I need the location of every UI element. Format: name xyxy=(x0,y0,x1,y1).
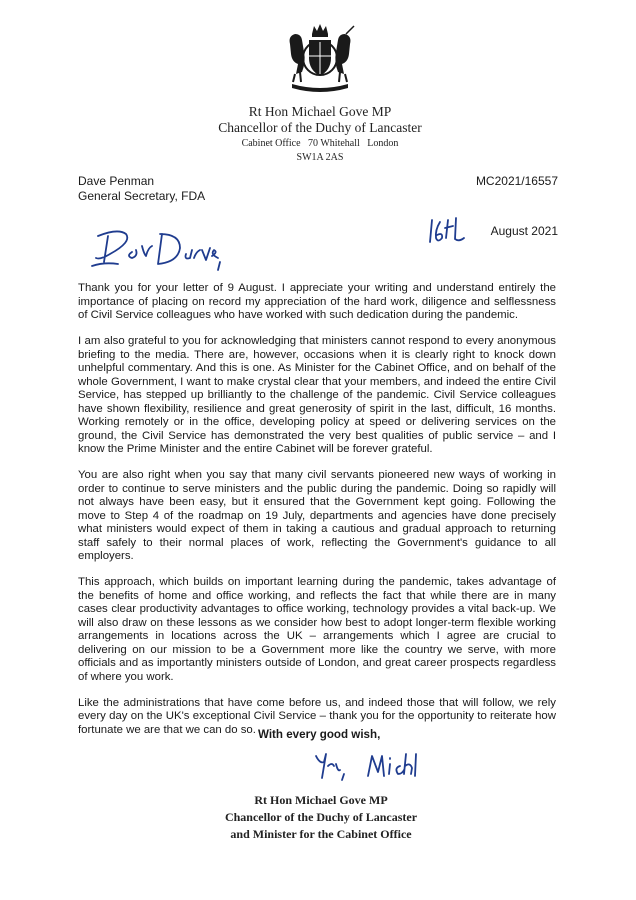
recipient-name: Dave Penman xyxy=(78,174,155,188)
letterhead-role: Chancellor of the Duchy of Lancaster xyxy=(218,120,422,135)
signature-block xyxy=(196,792,446,843)
body-paragraph: Thank you for your letter of 9 August. I appreciate your writing and understand entirely the importance of placing on record my appreciation of the hard work, diligence and selflessness of Civil Service colleagues who have worked with such dedication during the pandemic. xyxy=(78,282,556,321)
date-month-year: August 2021 xyxy=(490,224,558,238)
letter-date xyxy=(418,214,558,246)
handwritten-signature xyxy=(310,748,420,786)
body-paragraph: This approach, which builds on important learning during the pandemic, takes advantage of the benefits of home and office working, and reflects the fact that while there are in many cases clear productivity advantages to office working, technology provides a vital back-up. We will also draw on these lessons as we consider how best to adopt longer-term flexible working arrangements in locations across the UK – arrangements which I agree are crucial to delivering on our mission to be a Government more like the country we serve, with more officials and as importantly ministers outside of London, and great career prospects regardless of where you work. xyxy=(78,576,556,683)
signatory-name: Rt Hon Michael Gove MP xyxy=(254,793,388,807)
closing-line: With every good wish, xyxy=(258,728,381,741)
signatory-role-line1: Chancellor of the Duchy of Lancaster xyxy=(224,810,418,824)
letterhead-name: Rt Hon Michael Gove MP xyxy=(248,104,392,119)
letter-body xyxy=(78,282,556,750)
body-paragraph: Like the administrations that have come before us, and indeed those that will follow, we rely every day on the UK's exceptional Civil Service – thank you for the opportunity to reiterate how fortunate we are that we can do so. xyxy=(78,696,556,736)
letterhead-postcode: SW1A 2AS xyxy=(296,152,344,163)
signatory-role-line2: and Minister for the Cabinet Office xyxy=(230,827,412,841)
body-paragraph: I am also grateful to you for acknowledging that ministers cannot respond to every anonymous briefing to the media. There are, however, occasions when it is clearly right to knock down unhelpful commentary. And this is one. As Minister for the Cabinet Office, and on behalf of the whole Government, I want to make crystal clear that your members, and indeed the entire Civil Service, has stepped up brilliantly to the challenge of the pandemic. Civil Service colleagues have shown flexibility, resilience and great generosity of spirit in the last, difficult, 16 months. Working remotely or in the office, developing policy at speed or delivering services on the ground, the Civil Service has demonstrated the very best qualities of public service – and I know the Prime Minister and the entire Cabinet will be forever grateful. xyxy=(78,335,556,455)
body-paragraph: You are also right when you say that many civil servants pioneered new ways of working in order to continue to serve ministers and the public during the pandemic. Doing so rapidly will not always have been easy, but it ensured that the Government kept going. Following the move to Step 4 of the roadmap on 19 July, departments and agencies have done precisely what ministers would expect of them in taking a cautious and gradual approach to returning staff safely to their normal places of work, reflecting the Government's guidance to all employers. xyxy=(78,469,556,562)
royal-coat-of-arms-icon xyxy=(282,22,358,94)
reference-number: MC2021/16557 xyxy=(475,174,558,188)
handwritten-salutation xyxy=(88,222,228,274)
letterhead xyxy=(170,104,470,164)
letterhead-address: Cabinet Office 70 Whitehall London xyxy=(241,138,399,149)
handwritten-date-day xyxy=(426,214,466,246)
recipient-title: General Secretary, FDA xyxy=(78,189,206,203)
recipient-block xyxy=(78,174,205,204)
